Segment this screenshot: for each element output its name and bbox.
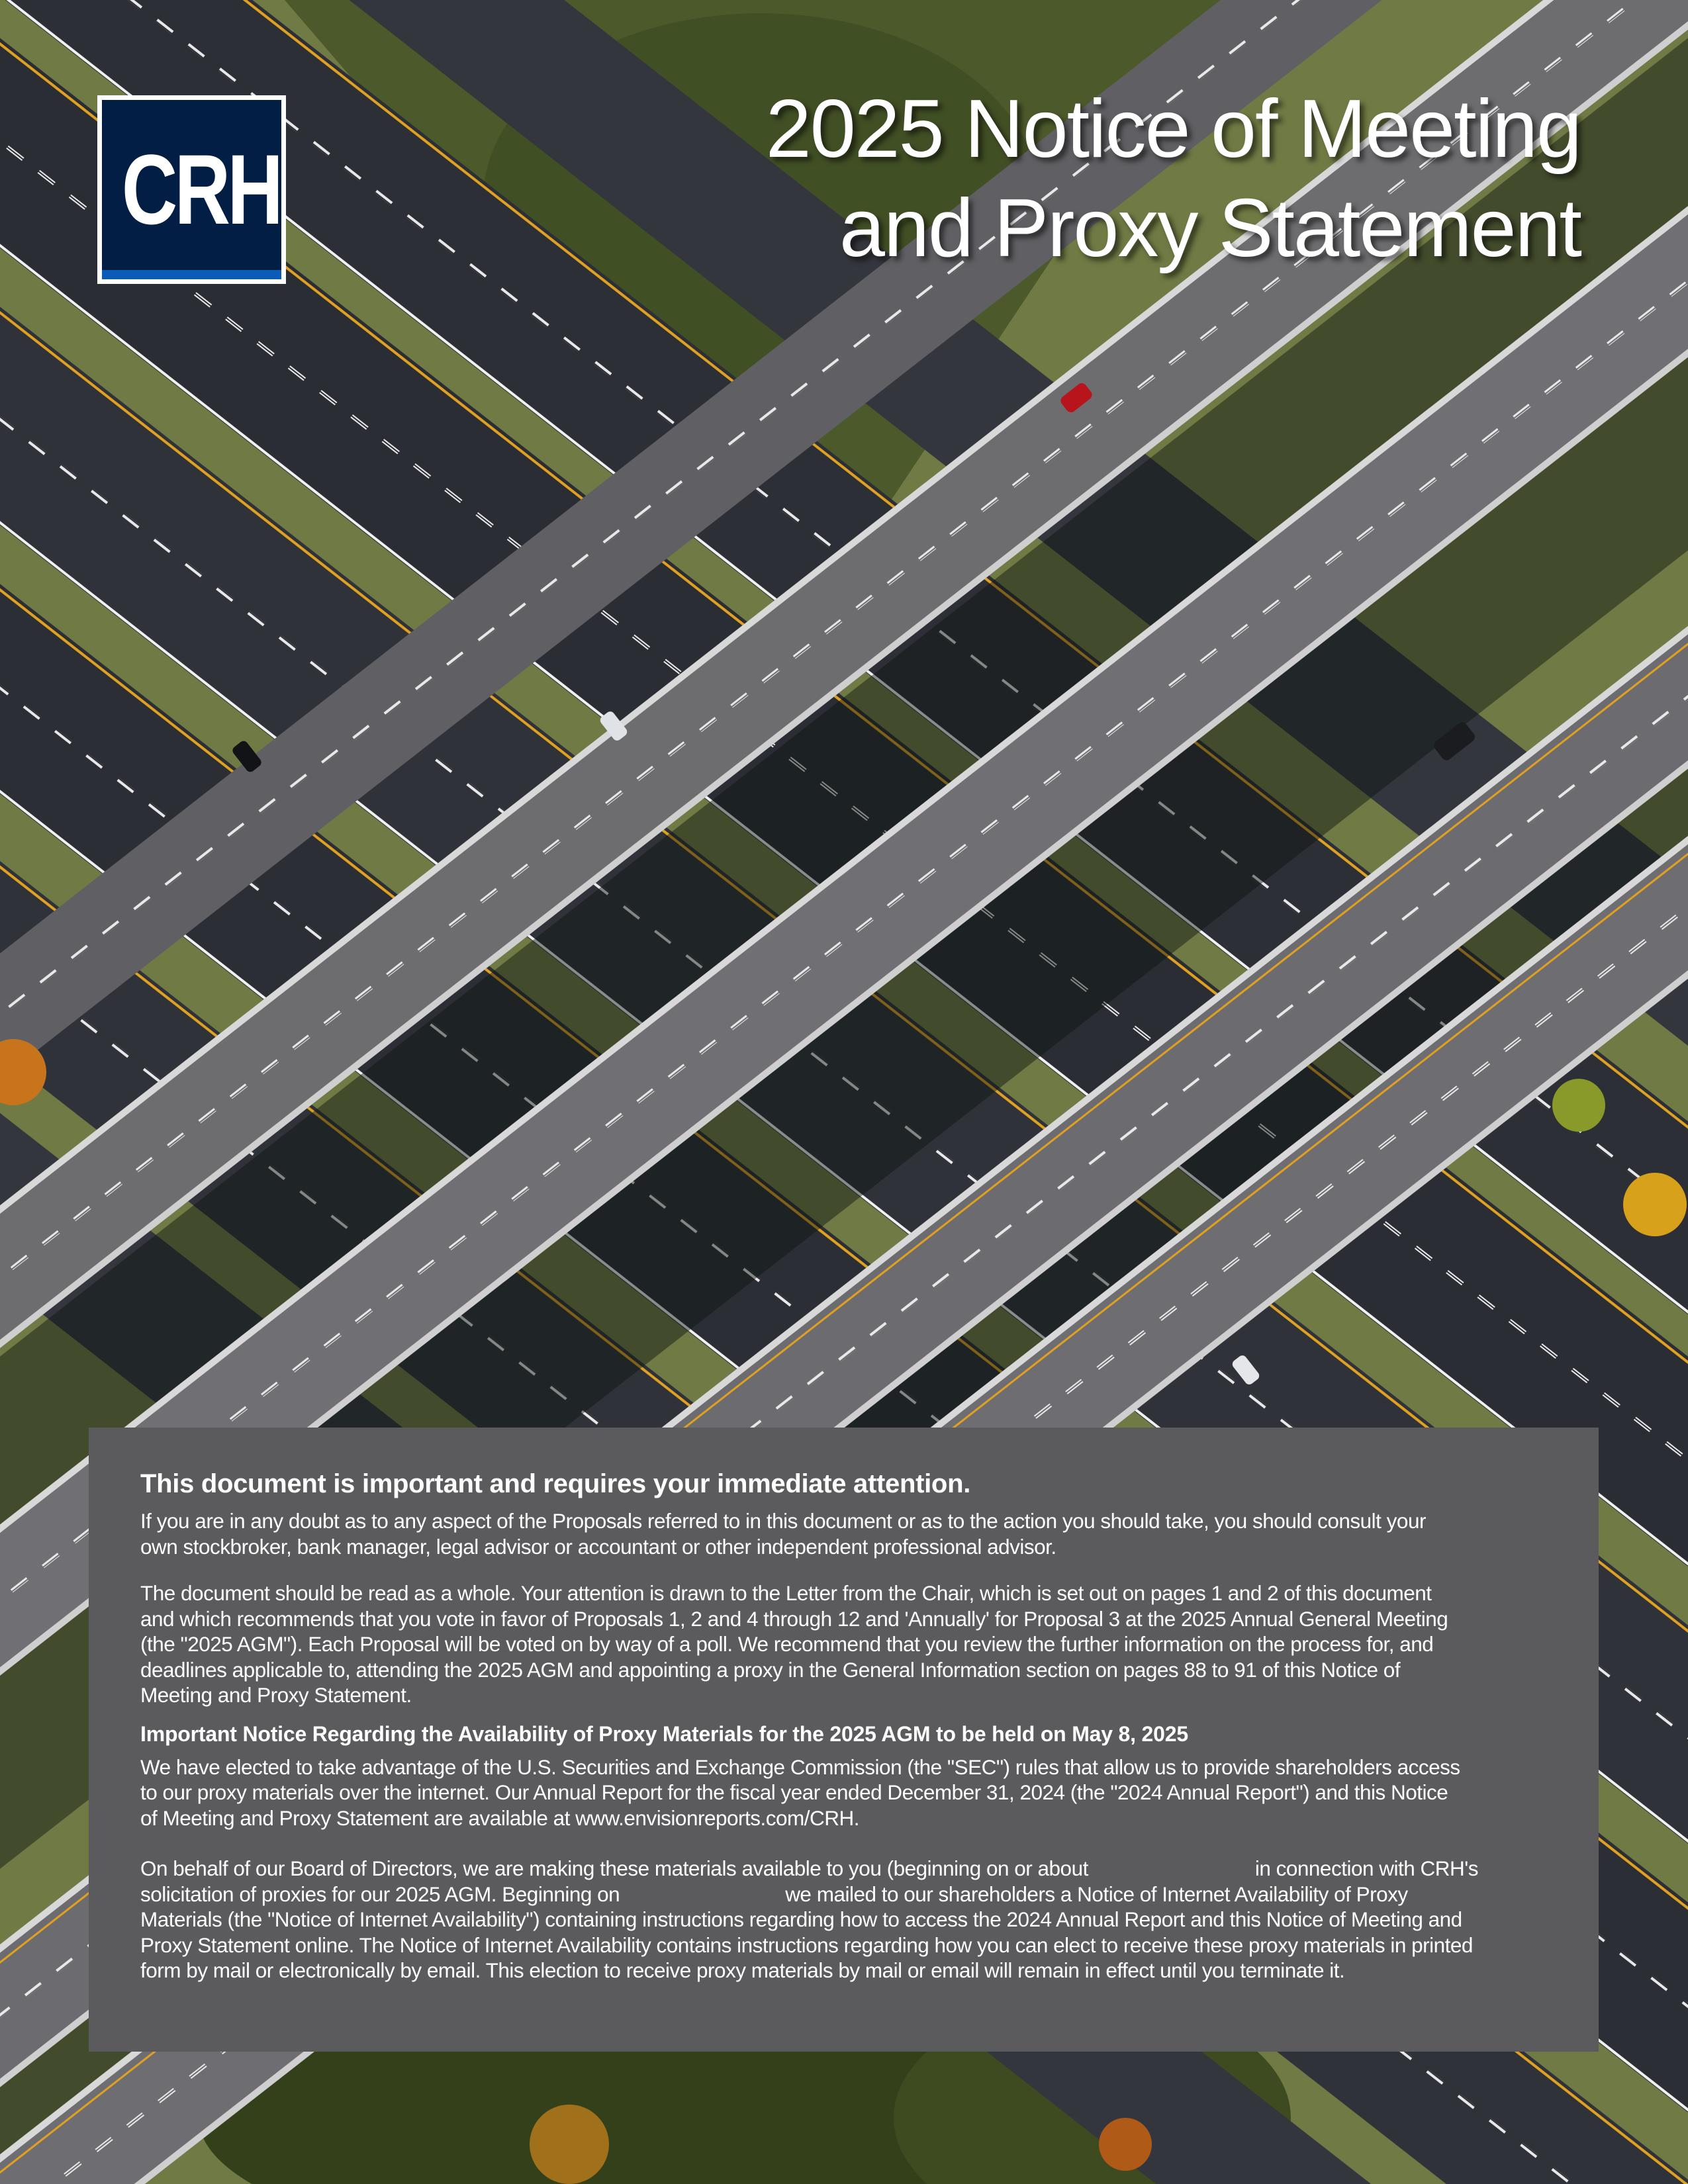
text-line: If you are in any doubt as to any aspect of the Proposals referred to in this document or as to the action you should take, you should consult your [140, 1509, 1426, 1533]
notice-heading: This document is important and requires your immediate attention. [140, 1469, 971, 1498]
text-line: and which recommends that you vote in favor of Proposals 1, 2 and 4 through 12 and 'Annually' for Proposal 3 at the 2025 Annual General Meeting [140, 1606, 1448, 1631]
availability-subheading: Important Notice Regarding the Availability of Proxy Materials for the 2025 AGM to be held on May 8, 2025 [140, 1721, 1188, 1746]
logo-stripe [102, 270, 281, 279]
text-line: own stockbroker, bank manager, legal advisor or accountant or other independent professional advisor. [140, 1534, 1056, 1559]
text-line: On behalf of our Board of Directors, we are making these materials available to you (beginning on or about [140, 1856, 1088, 1880]
title-line-2: and Proxy Statement [839, 183, 1581, 274]
logo-text: CRH [121, 134, 281, 245]
text-line: form by mail or electronically by email. This election to receive proxy materials by mail or email will remain in effect until you terminate it. [140, 1958, 1345, 1982]
text-line: solicitation of proxies for our 2025 AGM. Beginning on [140, 1882, 620, 1906]
text-line: in connection with CRH's [1254, 1856, 1479, 1880]
text-line: Materials (the "Notice of Internet Availability") containing instructions regarding how to access the 2024 Annual Report and this Notice of Meeting and [140, 1907, 1462, 1931]
text-line: to our proxy materials over the internet. Our Annual Report for the fiscal year ended December 31, 2024 (the "2024 Annual Report") and this Notice [140, 1780, 1448, 1804]
document-title [766, 79, 1581, 278]
text-line: deadlines applicable to, attending the 2025 AGM and appointing a proxy in the General Information section on pages 88 to 91 of this Notice of [140, 1657, 1401, 1682]
text-line: (the "2025 AGM"). Each Proposal will be voted on by way of a poll. We recommend that you review the further information on the process for, and [140, 1632, 1434, 1656]
text-line: we mailed to our shareholders a Notice of Internet Availability of Proxy [785, 1882, 1408, 1906]
text-line: of Meeting and Proxy Statement are available at www.envisionreports.com/CRH. [140, 1805, 860, 1830]
title-line-1: 2025 Notice of Meeting [765, 83, 1581, 175]
notice-paragraph-advice [140, 1508, 1549, 1559]
logo-badge [102, 100, 281, 279]
notice-panel [89, 1428, 1599, 2052]
notice-paragraph-mailing [140, 1856, 1549, 1983]
text-line: Meeting and Proxy Statement. [140, 1683, 412, 1707]
notice-paragraph-sec [140, 1754, 1549, 1831]
text-line: Proxy Statement online. The Notice of Internet Availability contains instructions regarding how you can elect to receive these proxy materials in printed [140, 1933, 1473, 1957]
text-line: The document should be read as a whole. Your attention is drawn to the Letter from the Chair, which is set out on pages 1 and 2 of this document [140, 1581, 1432, 1605]
crh-logo [97, 95, 286, 284]
notice-paragraph-recommendation [140, 1580, 1549, 1708]
text-line: We have elected to take advantage of the U.S. Securities and Exchange Commission (the "SEC") rules that allow us to provide shareholders access [140, 1754, 1460, 1779]
